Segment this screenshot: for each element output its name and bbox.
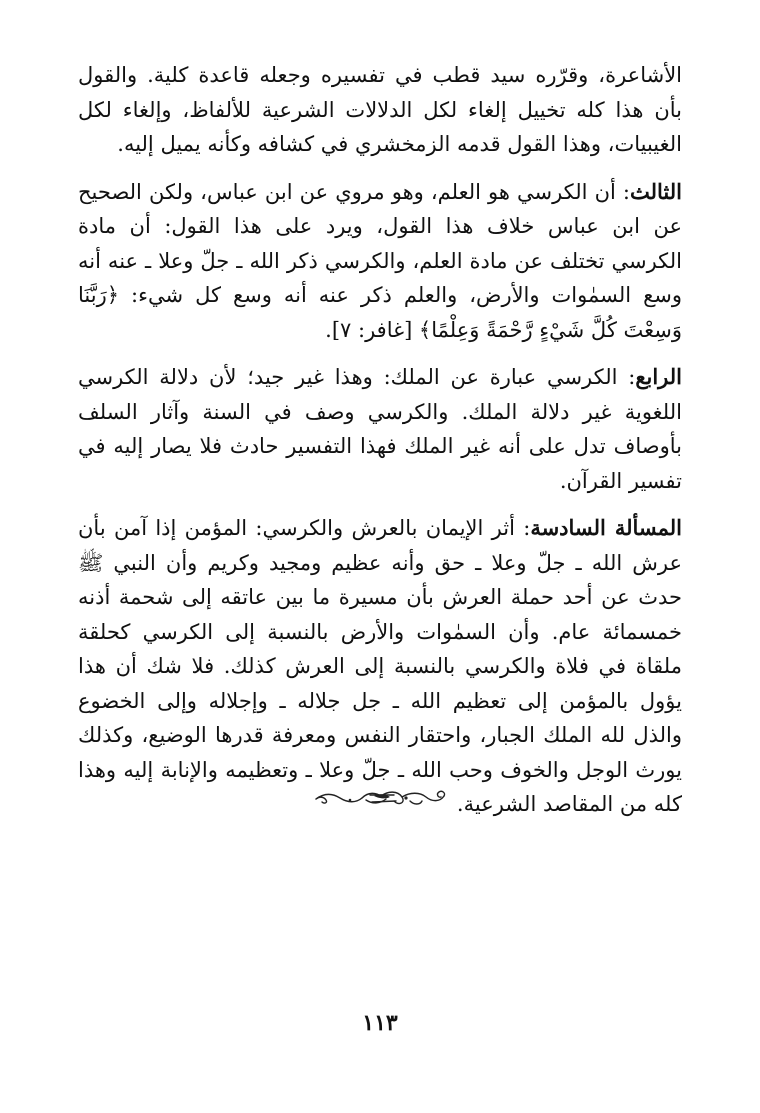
paragraph-2-text: : أن الكرسي هو العلم، وهو مروي عن ابن عباس، ولكن الصحيح عن ابن عباس خلاف هذا القول، ويرد على هذا القول: أن مادة الكرسي تختلف عن مادة العلم، والكرسي ذكر الله ـ جلّ وعلا ـ عنه أنه وسع السمٰوات والأرض، والعلم ذكر عنه أنه وسع كل شيء: ﴿رَبَّنَا وَسِعْتَ كُلَّ شَيْءٍ رَّحْمَةً وَعِلْمًا﴾ [غافر: ٧].	[78, 179, 682, 342]
paragraph-4-text: : أثر الإيمان بالعرش والكرسي: المؤمن إذا آمن بأن عرش الله ـ جلّ وعلا ـ حق وأنه عظيم ومجيد وكريم وأن النبي ﷺ حدث عن أحد حملة العرش بأن مسيرة ما بين عاتقه إلى شحمة أذنه خمسمائة عام. وأن السمٰوات والأرض بالنسبة إلى الكرسي كحلقة ملقاة في فلاة والكرسي بالنسبة إلى العرش كذلك. فلا شك أن هذا يؤول بالمؤمن إلى تعظيم الله ـ جل جلاله ـ وإجلاله وإلى الخضوع والذل لله الملك الجبار، واحتقار النفس ومعرفة قدرها الوضيع، وكذلك يورث الوجل والخوف وحب الله ـ جلّ وعلا ـ وتعظيمه والإنابة إليه وهذا كله من المقاصد الشرعية.	[78, 516, 682, 816]
paragraph-2-heading: الثالث	[630, 178, 682, 204]
paragraph-4	[78, 511, 682, 822]
paragraph-3	[78, 360, 682, 498]
paragraph-2	[78, 175, 682, 348]
page-number: ١١٣	[362, 1010, 398, 1036]
floral-divider-icon	[310, 784, 450, 812]
paragraph-4-heading: المسألة السادسة	[530, 515, 682, 540]
paragraph-1	[78, 58, 682, 162]
paragraph-3-text: : الكرسي عبارة عن الملك: وهذا غير جيد؛ لأن دلالة الكرسي اللغوية غير دلالة الملك. والكرسي وصف في السنة وآثار السلف بأوصاف تدل على أنه غير الملك فهذا التفسير حادث فلا يصار إليه في تفسير القرآن.	[78, 365, 682, 493]
page-body	[78, 58, 682, 835]
paragraph-3-heading: الرابع	[635, 364, 682, 389]
paragraph-1-text: الأشاعرة، وقرّره سيد قطب في تفسيره وجعله قاعدة كلية. والقول بأن هذا كله تخييل إلغاء لكل الدلالات الشرعية للألفاظ، وإلغاء لكل الغيبيات، وهذا القول قدمه الزمخشري في كشافه وكأنه يميل إليه.	[78, 63, 682, 156]
